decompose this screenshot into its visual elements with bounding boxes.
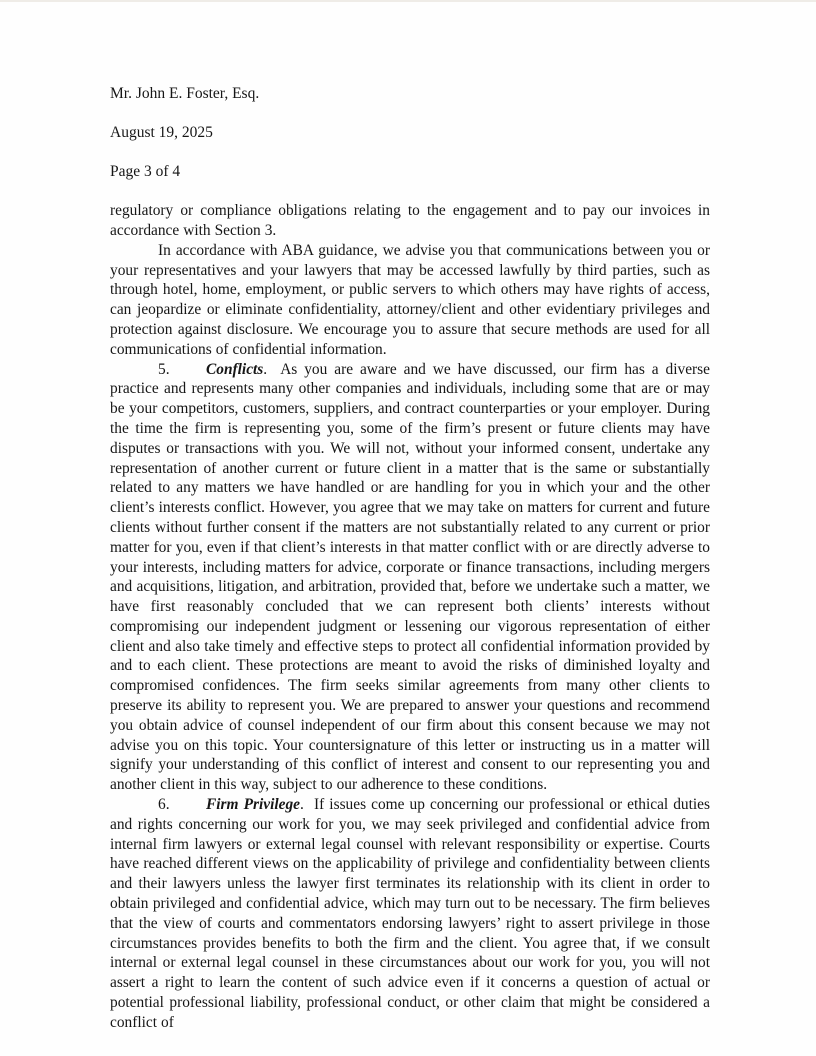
- section-title-conflicts: Conflicts: [206, 360, 264, 378]
- section-firm-privilege: [110, 795, 710, 1033]
- letterhead-page-label: Page 3 of 4: [110, 162, 181, 180]
- letterhead-date: August 19, 2025: [110, 123, 213, 141]
- scan-edge-artifact: [0, 2, 816, 6]
- section-conflicts: [110, 360, 710, 796]
- paragraph-aba-guidance: In accordance with ABA guidance, we advise you that communications between you or your representatives and your lawyers that may be accessed lawfully by third parties, such as through hotel, home, employment, or public servers to which others may have rights of access, can jeopardize or eliminate confidentiality, attorney/client and other evidentiary privileges and protection against disclosure. We encourage you to assure that secure methods are used for all communications of confidential information.: [110, 241, 710, 358]
- section-number-5: 5.: [158, 360, 170, 378]
- section-title-firm-privilege: Firm Privilege: [206, 796, 300, 814]
- page-content: [110, 64, 710, 1033]
- section-title-trailer-5: .: [263, 360, 268, 378]
- section-number-6: 6.: [158, 796, 170, 814]
- letterhead-addressee: Mr. John E. Foster, Esq.: [110, 84, 260, 102]
- section-title-trailer-6: .: [299, 796, 304, 814]
- section-body-firm-privilege: If issues come up concerning our professional or ethical duties and rights concerning our work for you, we may seek privileged and confidential advice from internal firm lawyers or external legal counsel with relevant responsibility or expertise. Courts have reached different views on the applicability of privilege and confidentiality between clients and their lawyers unless the lawyer first terminates its relationship with its client in order to obtain privileged and confidential advice, which may turn out to be necessary. The firm believes that the view of courts and commentators endorsing lawyers’ right to assert privilege in those circumstances provides benefits to both the firm and the client. You agree that, if we consult internal or external legal counsel in these circumstances about our work for you, you will not assert a right to learn the content of such advice even if it concerns a question of actual or potential professional liability, professional conduct, or other claim that might be considered a conflict of: [110, 796, 711, 1031]
- paragraph-continuation: regulatory or compliance obligations relating to the engagement and to pay our invoices in accordance with Section 3.: [110, 202, 710, 239]
- section-body-conflicts: As you are aware and we have discussed, our firm has a diverse practice and represents many other companies and individuals, including some that are or may be your competitors, customers, suppliers, and contract counterparties or your employer. During the time the firm is representing you, some of the firm’s present or future clients may have disputes or transactions with you. We will not, without your informed consent, undertake any representation of another current or future client in a matter that is the same or substantially related to any matters we have handled or are handling for you in which your and the other client’s interests conflict. However, you agree that we may take on matters for current and future clients without further consent if the matters are not substantially related to any current or prior matter for you, even if that client’s interests in that matter conflict with or are directly adverse to your interests, including matters for advice, corporate or finance transactions, including mergers and acquisitions, litigation, and arbitration, provided that, before we undertake such a matter, we have first reasonably concluded that we can represent both clients’ interests without compromising our independent judgment or lessening our vigorous representation of either client and also take timely and effective steps to protect all confidential information provided by and to each client. These protections are meant to avoid the risks of diminished loyalty and compromised confidences. The firm seeks similar agreements from many other clients to preserve its ability to represent you. We are prepared to answer your questions and recommend you obtain advice of counsel independent of our firm about this consent because we may not advise you on this topic. Your countersignature of this letter or instructing us in a matter will signify your understanding of this conflict of interest and consent to our representing you and another client in this way, subject to our adherence to these conditions.: [110, 360, 710, 794]
- letterhead: [110, 64, 710, 201]
